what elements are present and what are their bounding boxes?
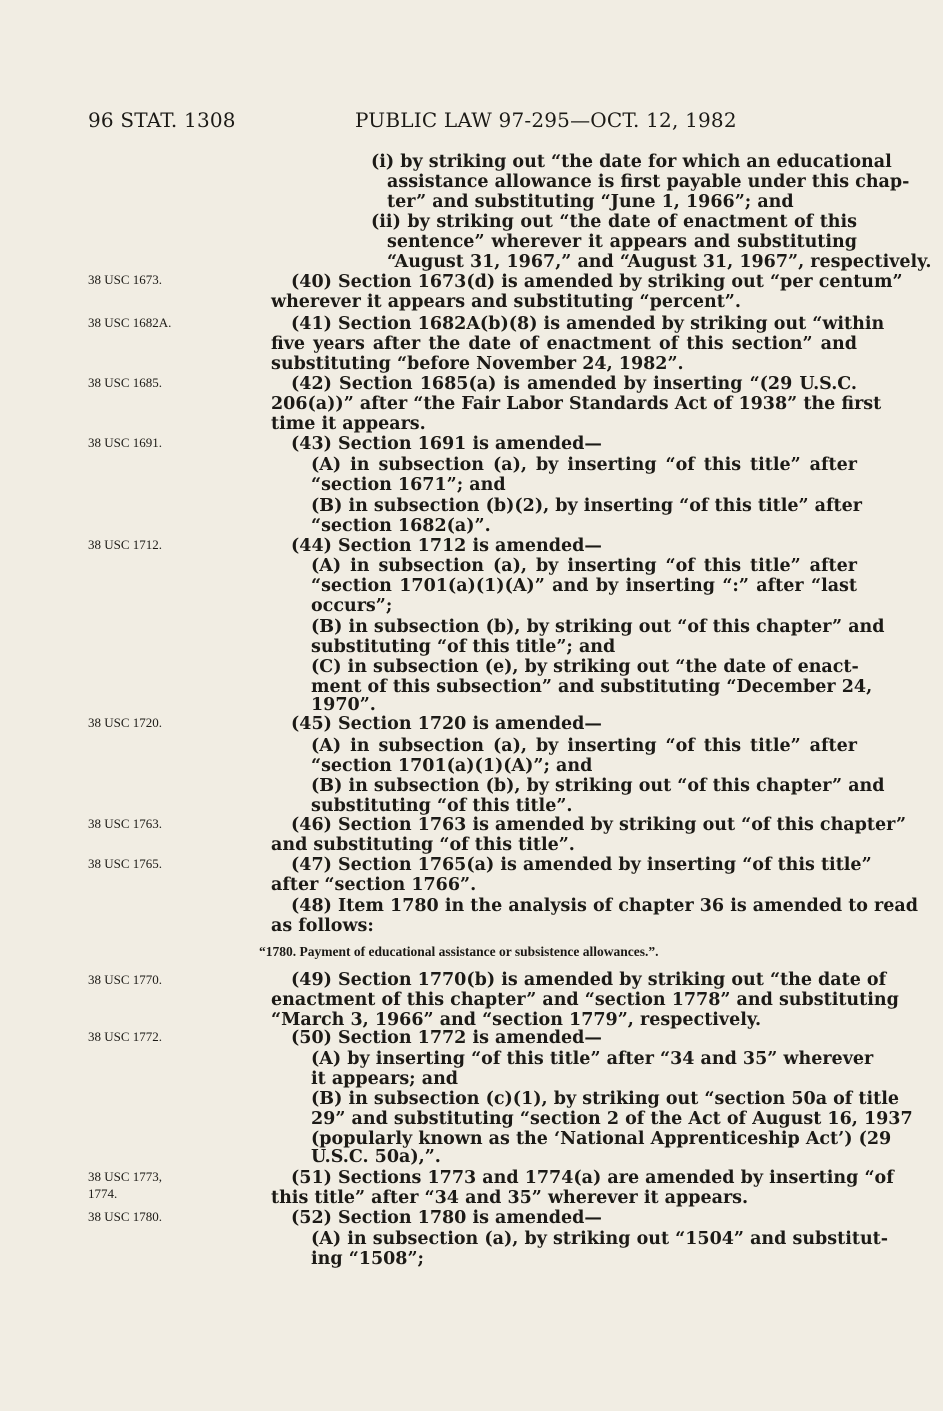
- text-line: (44) Section 1712 is amended—: [291, 536, 602, 556]
- text-line: (40) Section 1673(d) is amended by striking out “per centum”: [291, 272, 903, 292]
- text-line: (41) Section 1682A(b)(8) is amended by striking out “within: [291, 314, 885, 334]
- text-line: as follows:: [271, 916, 374, 936]
- text-line: ter” and substituting “June 1, 1966”; and: [387, 192, 794, 212]
- text-line: “section 1701(a)(1)(A)”; and: [311, 756, 593, 776]
- text-line: (B) in subsection (c)(1), by striking out “section 50a of title: [311, 1089, 900, 1109]
- text-line: (A) in subsection (a), by inserting “of this title” after: [311, 736, 857, 756]
- text-line: (i) by striking out “the date for which an educational: [371, 152, 892, 172]
- text-line: ing “1508”;: [311, 1249, 424, 1269]
- text-line: (49) Section 1770(b) is amended by striking out “the date of: [291, 970, 887, 990]
- text-line: sentence” wherever it appears and substituting: [387, 232, 857, 252]
- text-line: after “section 1766”.: [271, 875, 477, 895]
- text-line: (C) in subsection (e), by striking out “the date of enact-: [311, 657, 859, 677]
- page-header-stat: 96 STAT. 1308: [88, 108, 236, 132]
- text-line: (A) in subsection (a), by inserting “of this title” after: [311, 455, 857, 475]
- text-line: 1970”.: [311, 695, 376, 715]
- text-line: (47) Section 1765(a) is amended by inserting “of this title”: [291, 855, 872, 875]
- text-line: wherever it appears and substituting “percent”.: [271, 292, 741, 312]
- analysis-item-line: “1780. Payment of educational assistance or subsistence allowances.”.: [259, 944, 659, 959]
- text-line: (A) in subsection (a), by inserting “of this title” after: [311, 556, 857, 576]
- text-line: 206(a))” after “the Fair Labor Standards Act of 1938” the first: [271, 394, 882, 414]
- margin-note: 38 USC 1772.: [88, 1029, 163, 1044]
- text-line: (ii) by striking out “the date of enactment of this: [371, 212, 857, 232]
- text-line: occurs”;: [311, 596, 393, 616]
- text-line: (42) Section 1685(a) is amended by inserting “(29 U.S.C.: [291, 374, 857, 394]
- text-line: 29” and substituting “section 2 of the Act of August 16, 1937: [311, 1109, 913, 1129]
- margin-note: 38 USC 1712.: [88, 537, 163, 552]
- margin-note: 38 USC 1720.: [88, 715, 163, 730]
- text-line: U.S.C. 50a),”.: [311, 1147, 441, 1167]
- text-line: “section 1671”; and: [311, 475, 506, 495]
- margin-note: 38 USC 1682A.: [88, 315, 172, 330]
- text-line: this title” after “34 and 35” wherever it appears.: [271, 1188, 749, 1208]
- text-line: (popularly known as the ‘National Apprenticeship Act’) (29: [311, 1129, 892, 1149]
- text-line: (B) in subsection (b)(2), by inserting “of this title” after: [311, 496, 862, 516]
- text-line: it appears; and: [311, 1069, 459, 1089]
- margin-note: 38 USC 1691.: [88, 435, 163, 450]
- text-line: (A) in subsection (a), by striking out “1504” and substitut-: [311, 1229, 889, 1249]
- margin-note: 38 USC 1685.: [88, 375, 163, 390]
- text-line: (B) in subsection (b), by striking out “of this chapter” and: [311, 617, 885, 637]
- text-line: substituting “before November 24, 1982”.: [271, 354, 684, 374]
- text-line: (43) Section 1691 is amended—: [291, 434, 602, 454]
- margin-note: 38 USC 1763.: [88, 816, 163, 831]
- text-line: “March 3, 1966” and “section 1779”, respectively.: [271, 1010, 762, 1030]
- margin-note: 38 USC 1773,: [88, 1169, 163, 1184]
- margin-note: 38 USC 1770.: [88, 972, 163, 987]
- text-line: and substituting “of this title”.: [271, 835, 575, 855]
- text-line: ment of this subsection” and substituting “December 24,: [311, 677, 873, 697]
- text-line: (51) Sections 1773 and 1774(a) are amended by inserting “of: [291, 1168, 894, 1188]
- text-line: five years after the date of enactment of this section” and: [271, 334, 857, 354]
- text-line: time it appears.: [271, 414, 426, 434]
- margin-note: 38 USC 1765.: [88, 856, 163, 871]
- text-line: (46) Section 1763 is amended by striking out “of this chapter”: [291, 815, 907, 835]
- text-line: (50) Section 1772 is amended—: [291, 1028, 602, 1048]
- text-line: (48) Item 1780 in the analysis of chapter 36 is amended to read: [291, 896, 918, 916]
- text-line: “August 31, 1967,” and “August 31, 1967”, respectively.: [387, 252, 932, 272]
- margin-note: 1774.: [88, 1186, 118, 1201]
- text-line: substituting “of this title”; and: [311, 637, 616, 657]
- text-line: (A) by inserting “of this title” after “34 and 35” wherever: [311, 1049, 874, 1069]
- page-header-law: PUBLIC LAW 97-295—OCT. 12, 1982: [355, 108, 737, 132]
- text-line: (B) in subsection (b), by striking out “of this chapter” and: [311, 776, 885, 796]
- text-line: (52) Section 1780 is amended—: [291, 1208, 602, 1228]
- margin-note: 38 USC 1780.: [88, 1209, 163, 1224]
- text-line: enactment of this chapter” and “section 1778” and substituting: [271, 990, 899, 1010]
- text-line: “section 1682(a)”.: [311, 516, 491, 536]
- text-line: substituting “of this title”.: [311, 796, 573, 816]
- margin-note: 38 USC 1673.: [88, 272, 163, 287]
- text-line: (45) Section 1720 is amended—: [291, 714, 602, 734]
- text-line: assistance allowance is first payable under this chap-: [387, 172, 910, 192]
- text-line: “section 1701(a)(1)(A)” and by inserting “:” after “last: [311, 576, 857, 596]
